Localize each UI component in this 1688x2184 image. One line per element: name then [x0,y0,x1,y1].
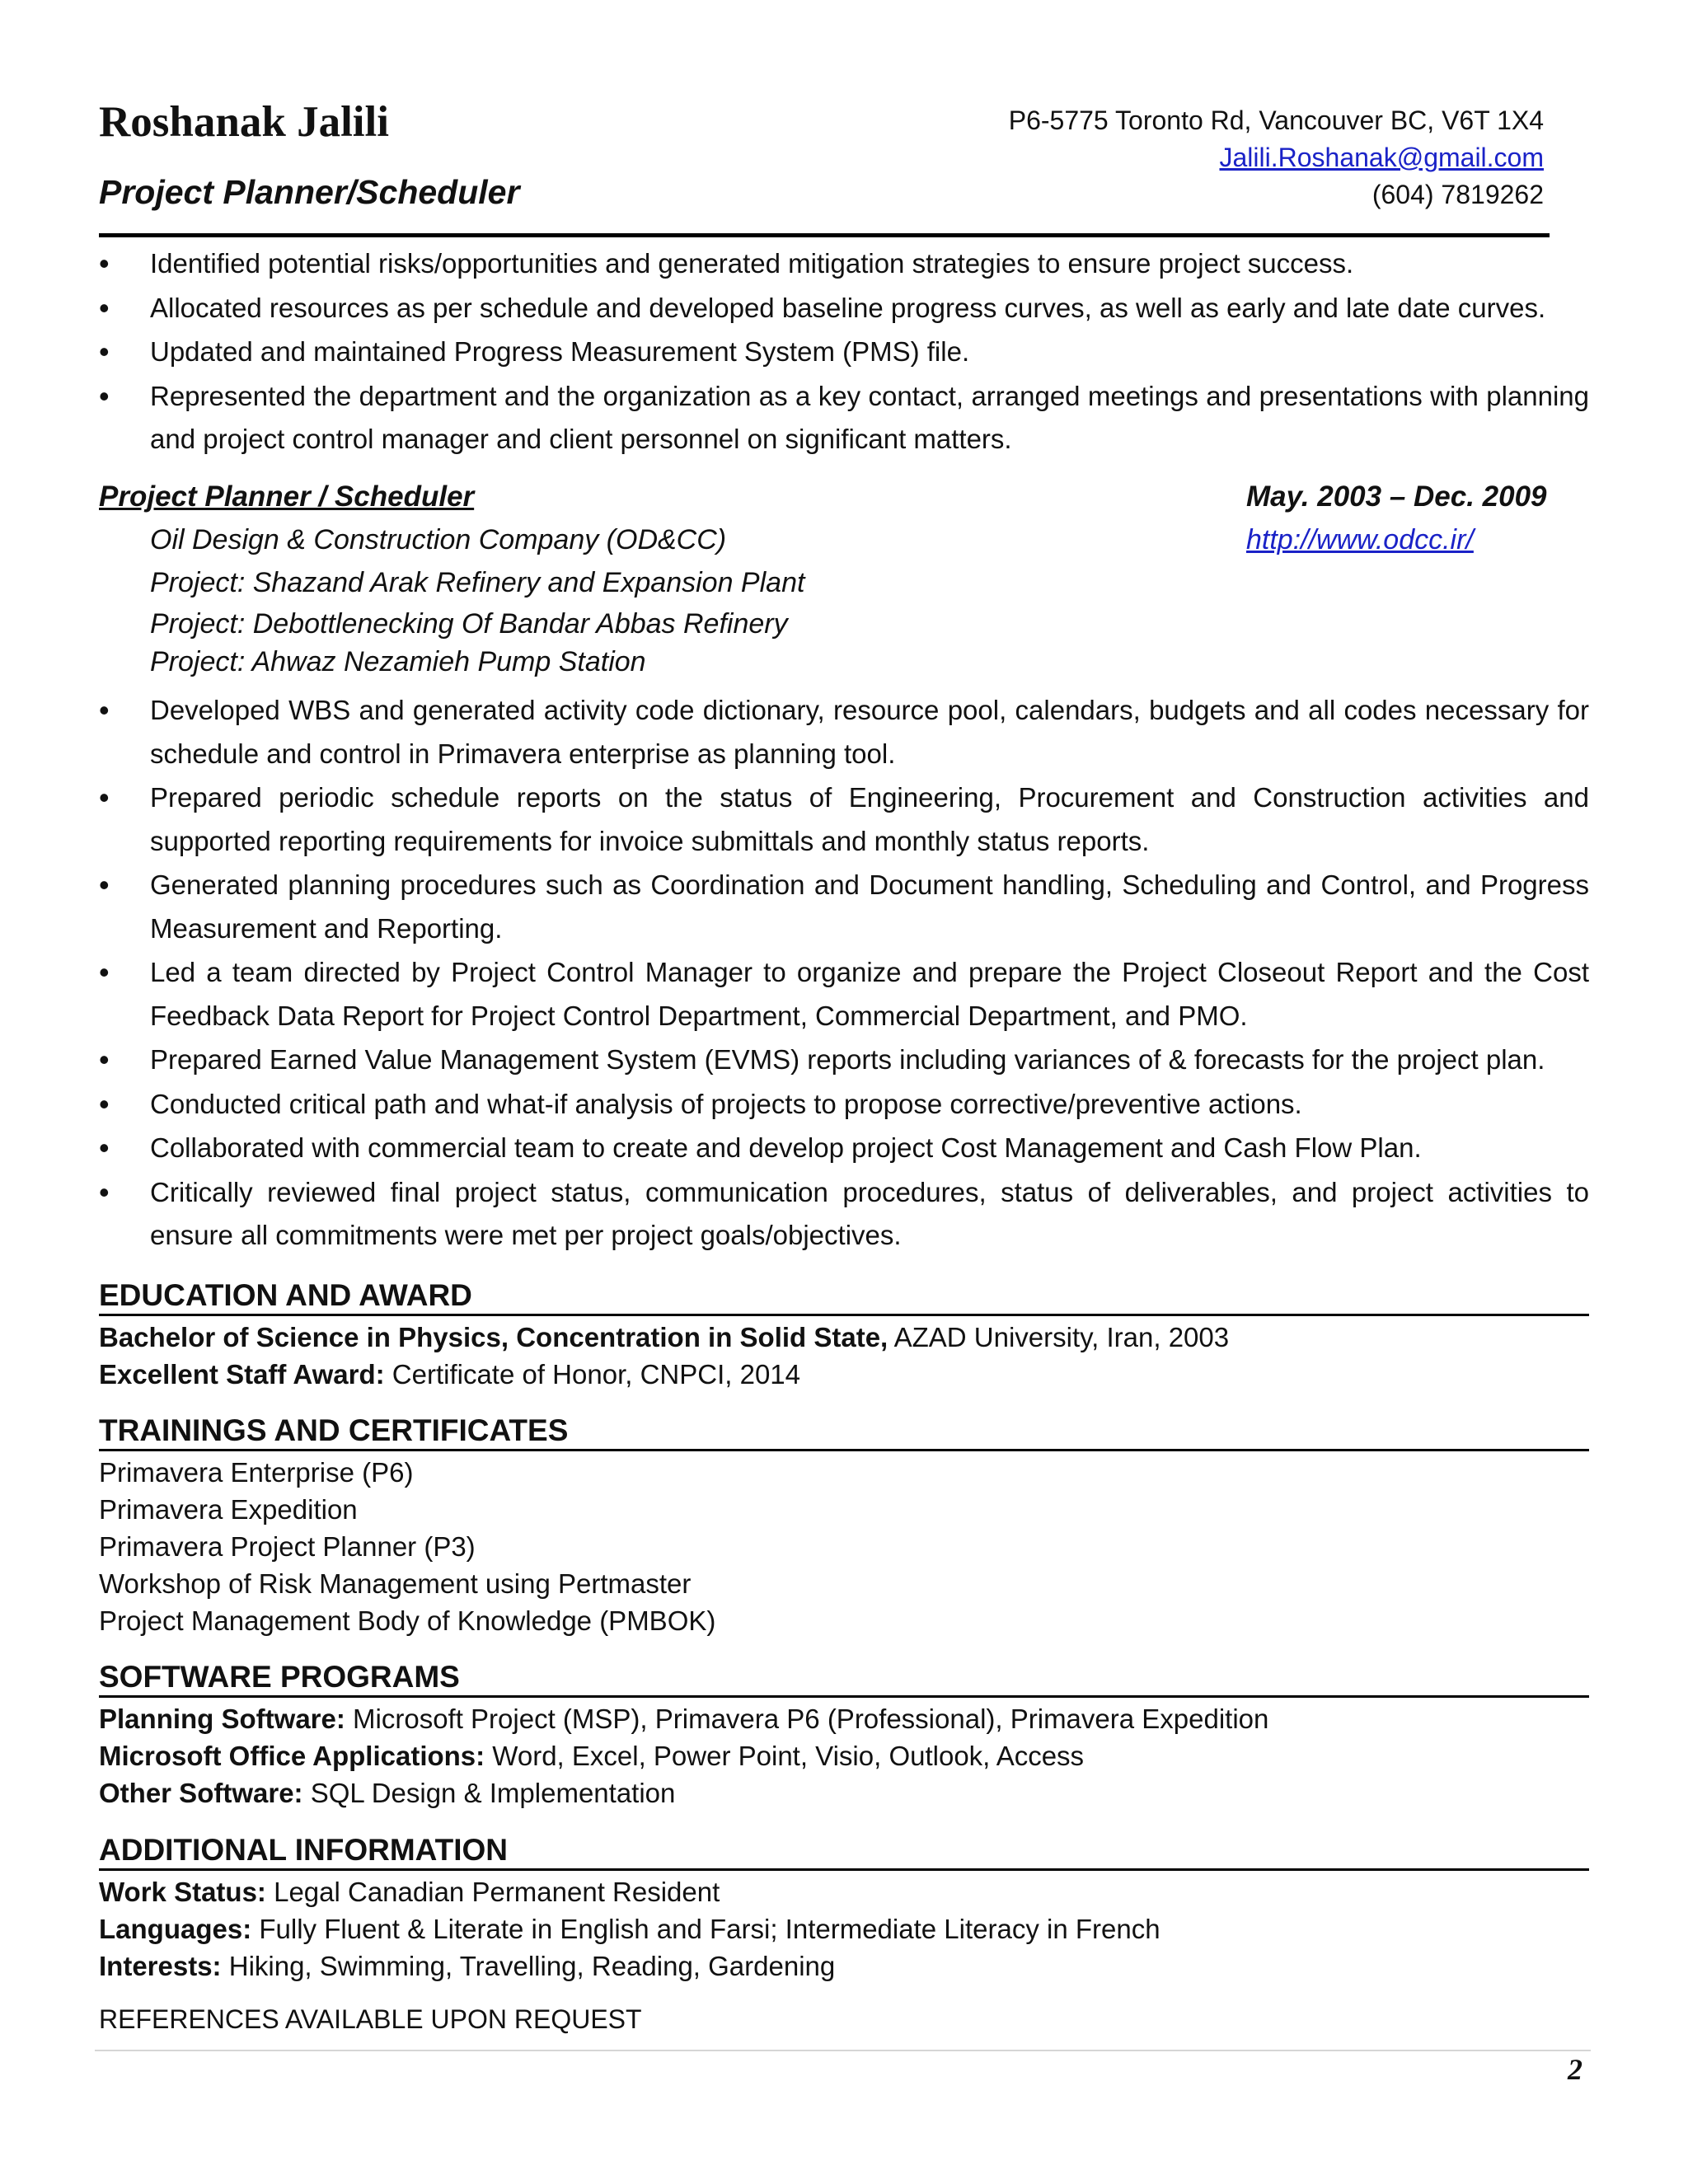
education-heading: EDUCATION AND AWARD [99,1277,1589,1316]
list-item: • Conducted critical path and what-if analysis of projects to propose corrective/preventive actions. [99,1083,1589,1127]
training-item: Project Management Body of Knowledge (PMBOK) [99,1605,716,1636]
planning-software-line [99,1700,1268,1737]
interests-label: Interests: [99,1951,222,1981]
additional-heading: ADDITIONAL INFORMATION [99,1832,1589,1871]
office-value: Word, Excel, Power Point, Visio, Outlook, Access [485,1741,1085,1771]
email-link[interactable]: Jalili.Roshanak@gmail.com [1219,143,1544,172]
list-item: • Led a team directed by Project Control Manager to organize and prepare the Project Closeout Report and the Cost Feedback Data Report for Project Control Department, Commercial Department, and PMO. [99,951,1589,1038]
degree-label: Bachelor of Science in Physics, Concentration in Solid State, [99,1322,889,1352]
award-label: Excellent Staff Award: [99,1359,385,1390]
award-detail: Certificate of Honor, CNPCI, 2014 [384,1359,801,1390]
work-label: Work Status: [99,1877,266,1907]
page-number: 2 [1568,2053,1582,2086]
trainings-heading: TRAININGS AND CERTIFICATES [99,1413,1589,1451]
job-entry-bullets [99,689,1589,1258]
other-label: Other Software: [99,1778,303,1808]
company-name: Oil Design & Construction Company (OD&CC) [150,524,727,555]
training-item: Primavera Enterprise (P6) [99,1457,414,1488]
list-item: • Generated planning procedures such as Coordination and Document handling, Scheduling and Control, and Progress Measurement and Reporting. [99,864,1589,950]
job-title-heading: Project Planner/Scheduler [99,173,520,211]
header-divider [99,233,1550,237]
degree-line [99,1319,1229,1356]
award-line [99,1356,800,1393]
office-apps-line [99,1737,1084,1774]
project-line: Project: Ahwaz Nezamieh Pump Station [150,646,646,677]
list-item: • Prepared periodic schedule reports on the status of Engineering, Procurement and Construction activities and supported reporting requirements for invoice submittals and monthly status reports. [99,776,1589,863]
interests-line [99,1947,835,1985]
lang-label: Languages: [99,1914,252,1944]
planning-value: Microsoft Project (MSP), Primavera P6 (Professional), Primavera Expedition [345,1704,1269,1734]
phone: (604) 7819262 [1372,180,1544,209]
list-item: • Identified potential risks/opportunities and generated mitigation strategies to ensure project success. [99,242,1589,286]
list-item: • Developed WBS and generated activity code dictionary, resource pool, calendars, budgets and all codes necessary for schedule and control in Primavera enterprise as planning tool. [99,689,1589,776]
candidate-name: Roshanak Jalili [99,98,389,146]
project-line: Project: Debottlenecking Of Bandar Abbas Refinery [150,608,788,640]
planning-label: Planning Software: [99,1704,345,1734]
degree-detail: AZAD University, Iran, 2003 [888,1322,1230,1352]
office-label: Microsoft Office Applications: [99,1741,485,1771]
list-item: • Critically reviewed final project status, communication procedures, status of deliverables, and project activities to ensure all commitments were met per project goals/objectives. [99,1171,1589,1258]
other-value: SQL Design & Implementation [302,1778,676,1808]
project-line: Project: Shazand Arak Refinery and Expansion Plant [150,567,805,598]
job-entry-dates: May. 2003 – Dec. 2009 [1246,480,1547,513]
address: P6-5775 Toronto Rd, Vancouver BC, V6T 1X4 [1008,105,1544,135]
training-item: Primavera Expedition [99,1494,358,1525]
references-note: REFERENCES AVAILABLE UPON REQUEST [99,2004,642,2034]
lang-value: Fully Fluent & Literate in English and Farsi; Intermediate Literacy in French [251,1914,1160,1944]
work-value: Legal Canadian Permanent Resident [265,1877,720,1907]
training-item: Workshop of Risk Management using Pertmaster [99,1568,692,1599]
job-entry-title: Project Planner / Scheduler [99,480,475,513]
list-item: • Prepared Earned Value Management System (EVMS) reports including variances of & forecasts for the project plan. [99,1038,1589,1082]
interests-value: Hiking, Swimming, Travelling, Reading, Gardening [221,1951,836,1981]
previous-job-bullets [99,242,1589,462]
list-item: • Collaborated with commercial team to create and develop project Cost Management and Cash Flow Plan. [99,1127,1589,1170]
other-software-line [99,1774,675,1811]
contact-block [1009,102,1544,213]
work-status-line [99,1873,720,1910]
company-url-link[interactable]: http://www.odcc.ir/ [1246,524,1474,555]
training-item: Primavera Project Planner (P3) [99,1531,476,1562]
footer-divider [95,2050,1591,2051]
languages-line [99,1910,1160,1947]
software-heading: SOFTWARE PROGRAMS [99,1659,1589,1698]
list-item: • Allocated resources as per schedule and developed baseline progress curves, as well as early and late date curves. [99,287,1589,330]
list-item: • Represented the department and the organization as a key contact, arranged meetings and presentations with planning and project control manager and client personnel on significant matters. [99,375,1589,462]
list-item: • Updated and maintained Progress Measurement System (PMS) file. [99,330,1589,374]
